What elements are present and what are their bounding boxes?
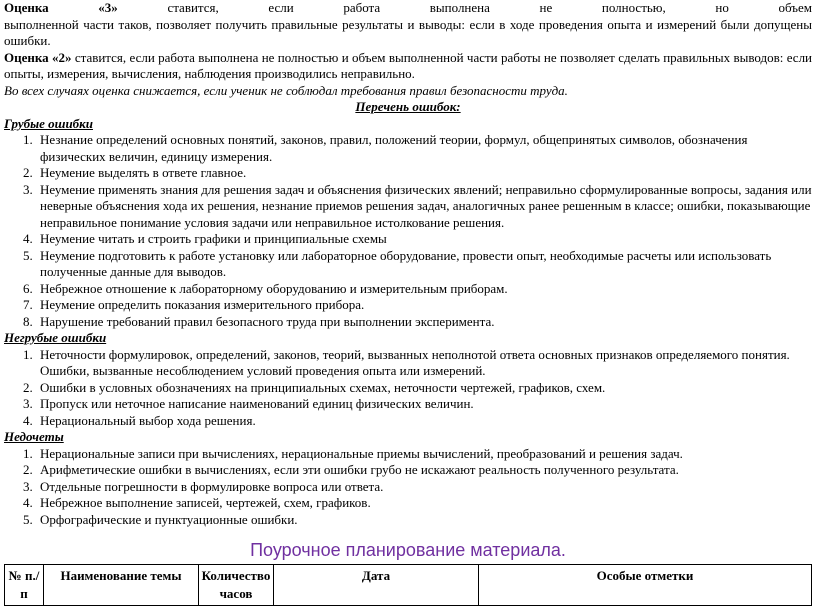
grade-3-line1-text: ставится, если работа выполнена не полностью, но объем	[167, 0, 813, 15]
section-title: Негрубые ошибки	[4, 330, 107, 345]
list-item: 6. Небрежное отношение к лабораторному оборудованию и измерительным приборам.	[36, 281, 812, 298]
safety-note: Во всех случаях оценка снижается, если ученик не соблюдал требования правил безопасности труда.	[4, 82, 568, 98]
grade-3-text: выполненной части таков, позволяет получить правильные результаты и выводы: если в ходе проведения опыта и измерений были допущены ошибки.	[4, 16, 812, 48]
header-num: № п./п	[5, 565, 44, 606]
grade-3-lead: Оценка «3»	[4, 0, 118, 15]
planning-table	[4, 564, 812, 606]
shortcomings-list	[4, 446, 812, 529]
header-date: Дата	[274, 565, 479, 606]
list-item: 4. Нерациональный выбор хода решения.	[36, 413, 812, 430]
gross-errors-list	[4, 132, 812, 330]
errors-list-title: Перечень ошибок:	[355, 99, 461, 114]
header-hours: Количество часов	[199, 565, 274, 606]
section-minor-errors	[4, 330, 812, 429]
section-title: Грубые ошибки	[4, 115, 93, 131]
list-item: 3. Пропуск или неточное написание наименований единиц физических величин.	[36, 396, 812, 413]
header-notes: Особые отметки	[479, 565, 812, 606]
list-item: 1. Незнание определений основных понятий, законов, правил, положений теории, формул, общепринятых символов, обозначения физических величин, единицу измерения.	[36, 132, 812, 165]
section-shortcomings	[4, 429, 812, 528]
minor-errors-list	[4, 347, 812, 430]
list-item: 3. Отдельные погрешности в формулировке вопроса или ответа.	[36, 479, 812, 496]
list-item: 2. Ошибки в условных обозначениях на принципиальных схемах, неточности чертежей, графиков, схем.	[36, 380, 812, 397]
grade-2-text: ставится, если работа выполнена не полностью и объем выполненной части работы не позволяет сделать правильных выводов: если опыты, измерения, вычисления, наблюдения производились неправильно.	[4, 49, 813, 81]
list-item: 5. Неумение подготовить к работе установку или лабораторное оборудование, провести опыт, необходимые расчеты или использовать полученные данные для выводов.	[36, 248, 812, 281]
list-item: 8. Нарушение требований правил безопасного труда при выполнении эксперимента.	[36, 314, 812, 331]
list-item: 3. Неумение применять знания для решения задач и объяснения физических явлений; неправильно сформулированные вопросы, задания или неверные объяснения хода их решения, незнание приемов решения задач, аналогичных ранее решенным в классе; ошибки, показывающие неправильное понимание условия задачи или неправильное истолкование решения.	[36, 182, 812, 232]
list-item: 1. Нерациональные записи при вычислениях, нерациональные приемы вычислений, преобразований и решения задач.	[36, 446, 812, 463]
list-item: 4. Неумение читать и строить графики и принципиальные схемы	[36, 231, 812, 248]
list-item: 1. Неточности формулировок, определений, законов, теорий, вызванных неполнотой ответа основных признаков определяемого понятия. Ошибки, вызванные несоблюдением условий проведения опыта или измерений.	[36, 347, 812, 380]
section-gross-errors	[4, 116, 812, 331]
list-item: 2. Неумение выделять в ответе главное.	[36, 165, 812, 182]
list-item: 4. Небрежное выполнение записей, чертежей, схем, графиков.	[36, 495, 812, 512]
list-item: 7. Неумение определить показания измерительного прибора.	[36, 297, 812, 314]
list-item: 2. Арифметические ошибки в вычислениях, если эти ошибки грубо не искажают реальность полученного результата.	[36, 462, 812, 479]
section-title: Недочеты	[4, 429, 64, 444]
planning-title: Поурочное планирование материала.	[250, 540, 566, 560]
grade-3-line1	[4, 0, 812, 17]
grade-2-lead: Оценка «2»	[4, 49, 72, 65]
grade-2-paragraph	[4, 50, 812, 83]
table-header-row	[5, 565, 812, 606]
header-topic: Наименование темы	[44, 565, 199, 606]
list-item: 5. Орфографические и пунктуационные ошибки.	[36, 512, 812, 529]
